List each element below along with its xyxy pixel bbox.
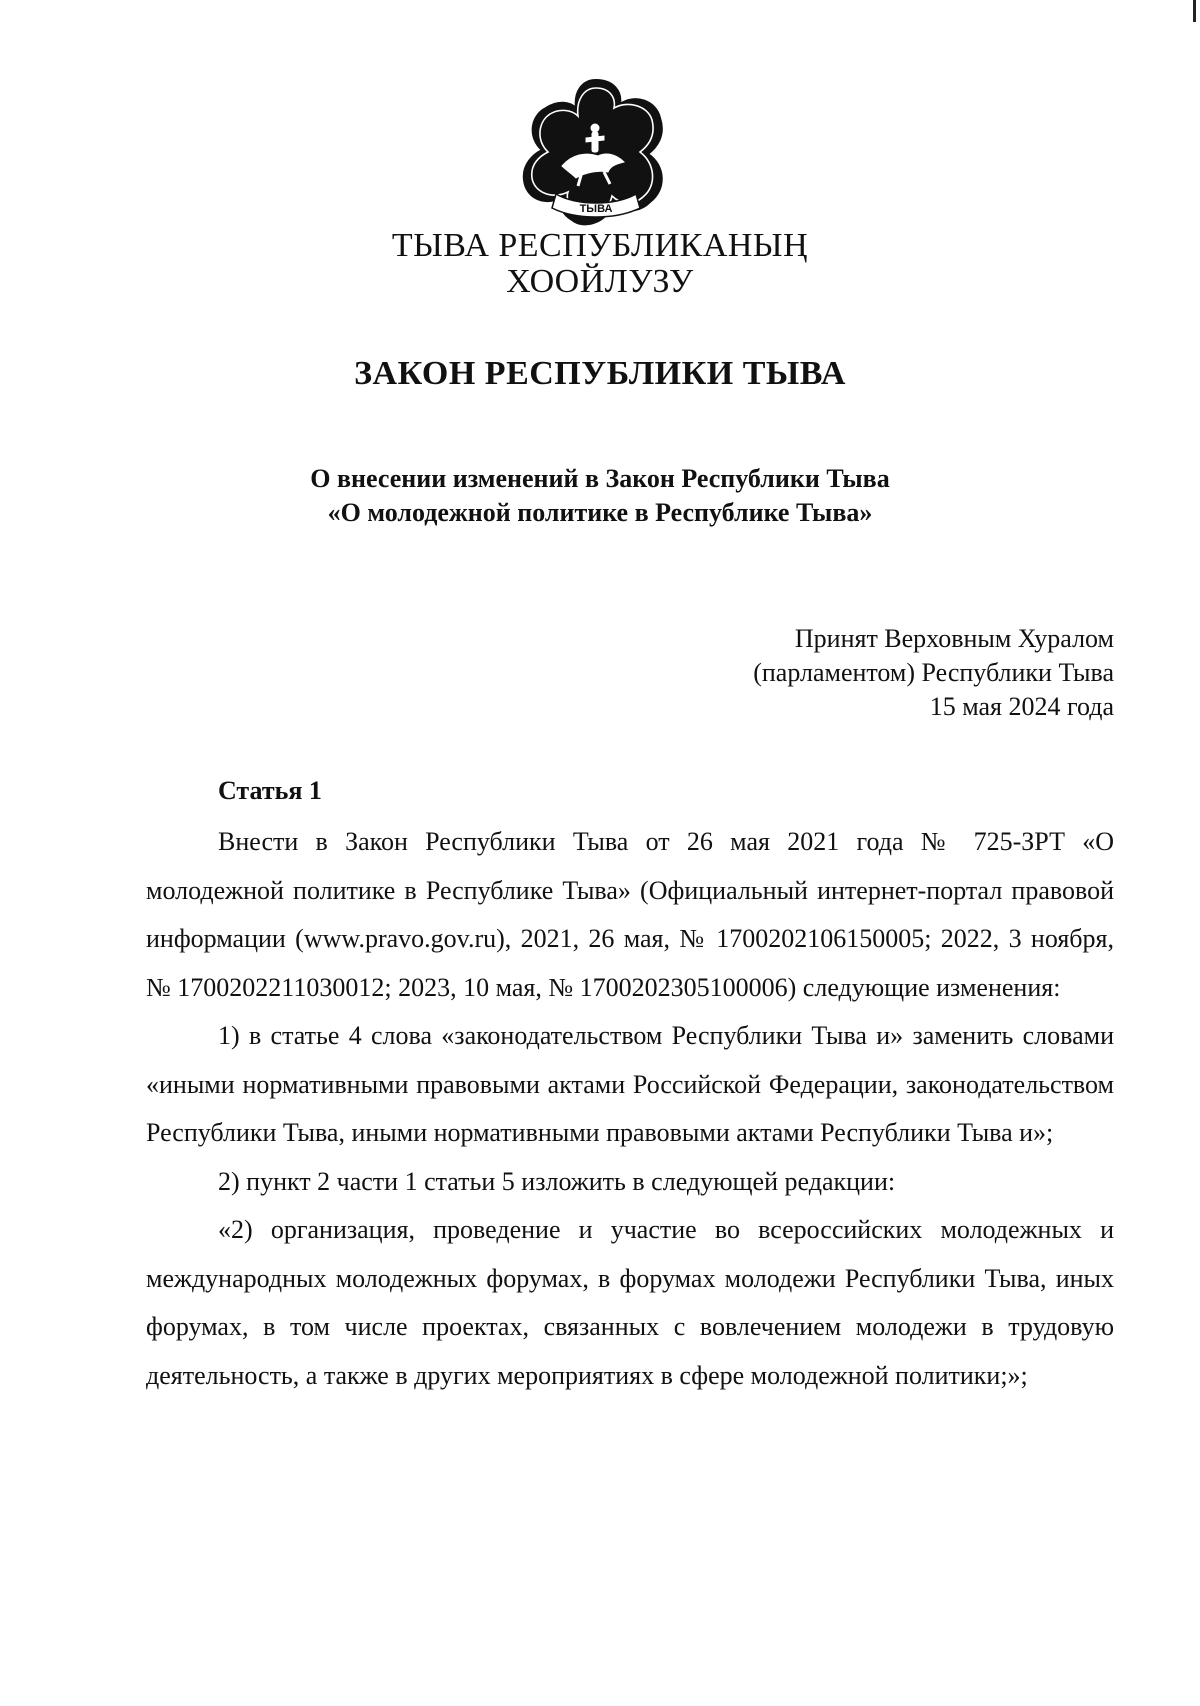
paragraph-item-1: 1) в статье 4 слова «законодательством Республики Тыва и» заменить словами «иными нормативными правовыми актами Российской Федерации, законодательством Республики Тыва, иными нормативными правовыми актами Республики Тыва и»; — [146, 1021, 1114, 1147]
paragraph-quoted-item: «2) организация, проведение и участие во всероссийских молодежных и международных молодежных форумах, в форумах молодежи Республики Тыва, иных форумах, в том числе проектах, связанных с вовлечением молодежи в трудовую деятельность, а также в других мероприятиях в сфере молодежной политики;»; — [146, 1215, 1114, 1390]
article-body — [146, 818, 1114, 1400]
scan-mark — [1193, 0, 1196, 22]
paragraph-intro: Внести в Закон Республики Тыва от 26 мая 2021 года № 725-ЗРТ «О молодежной политике в Республике Тыва» (Официальный интернет-портал правовой информации (www.pravo.gov.ru), 2021, 26 мая, № 1700202106150005; 2022, 3 ноября, № 1700202211030012; 2023, 10 мая, № 1700202305100006) следующие изменения: — [146, 827, 1114, 1002]
article-heading: Статья 1 — [218, 776, 322, 805]
tuva-emblem-icon — [516, 74, 676, 234]
subject-line-2: «О молодежной политике в Республике Тыва» — [327, 498, 873, 527]
adopted-line-3: 15 мая 2024 года — [929, 692, 1114, 721]
header-line-1: ТЫВА РЕСПУБЛИКАНЫҢ — [391, 227, 809, 264]
adopted-line-2: (парламентом) Республики Тыва — [753, 658, 1114, 687]
adopted-line-1: Принят Верховным Хуралом — [794, 624, 1114, 653]
law-title: ЗАКОН РЕСПУБЛИКИ ТЫВА — [354, 355, 846, 392]
paragraph-item-2: 2) пункт 2 части 1 статьи 5 изложить в следующей редакции: — [218, 1166, 896, 1196]
subject-line-1: О внесении изменений в Закон Республики Тыва — [310, 464, 890, 493]
header-line-2: ХООЙЛУЗУ — [506, 263, 694, 300]
emblem-text: ТЫВА — [579, 203, 613, 215]
